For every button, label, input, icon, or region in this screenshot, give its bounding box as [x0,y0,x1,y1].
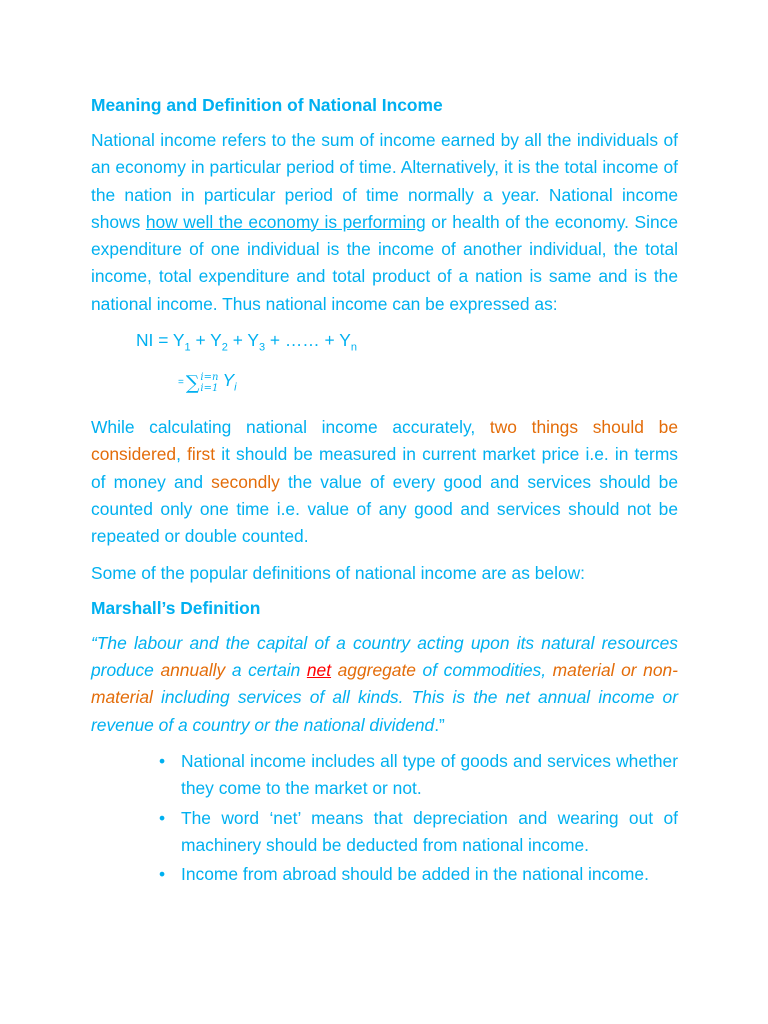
bullet-icon: • [159,864,166,885]
paragraph-text: While calculating national income accurately, [91,417,490,438]
formula-text: + …… + Y [265,330,351,351]
formula-text: NI = Y [136,330,185,351]
summation-symbol [186,370,219,396]
equals-sign: = [178,377,184,389]
quote-text: a certain [225,660,307,681]
sigma-icon: ∑ [185,372,200,395]
subscript: 3 [258,341,266,354]
paragraph-calculation [91,414,678,550]
list-item-text: National income includes all type of goods and services whether they come to the market or not. [181,750,678,799]
formula-summation [178,367,678,400]
document-body [91,93,678,890]
section-heading-marshall: Marshall’s Definition [91,597,261,618]
section-heading-national-income: Meaning and Definition of National Income [91,95,443,115]
paragraph-definition [91,127,678,318]
marshall-quote [91,630,678,739]
formula-text: + Y [227,330,259,351]
emphasis-text: material or non-material [91,660,678,708]
list-item [159,748,678,803]
list-item-text: Income from abroad should be added in the national income. [181,864,649,885]
quote-text [331,660,338,680]
lower-limit: i=1 [200,383,219,395]
term-variable: Y [222,369,235,390]
emphasis-text: first [187,444,216,465]
quote-text: “The labour and the capital of a country acting upon its natural resources produce [91,632,678,681]
subscript: 1 [184,341,191,354]
summation-limits [200,372,218,394]
subscript: i [234,381,237,394]
summation-term [222,367,236,400]
bullet-icon: • [159,750,166,771]
emphasis-text: aggregate [337,660,416,681]
emphasis-text: secondly [211,471,280,492]
bullet-list [91,748,678,888]
emphasis-text: annually [160,660,226,681]
subscript: 2 [221,341,228,354]
subscript: n [350,341,357,354]
paragraph-intro-definitions: Some of the popular definitions of national income are as below: [91,562,586,583]
formula-text: + Y [190,330,222,351]
paragraph-text: , [176,444,188,465]
paragraph-text: National income refers to the sum of income earned by all the individuals of an economy in particular period of time. Alternatively, it is the total income of the nation in particular period of time normally a year. National income shows [91,130,678,232]
upper-limit: i=n [200,372,219,384]
bullet-icon: • [159,807,166,828]
underlined-phrase: how well the economy is performing [145,211,426,232]
emphasis-text: two things should be considered [91,417,678,465]
list-item-text: The word ‘net’ means that depreciation and wearing out of machinery should be deducted from national income. [181,807,678,855]
list-item [159,861,678,888]
highlight-text: net [306,660,332,681]
list-item [159,805,678,860]
quote-text: .” [434,714,445,735]
paragraph-text: the value of every good and services should be counted only one time i.e. value of any good and services should not be repeated or double counted. [91,471,678,547]
paragraph-text: or health of the economy. Since expenditure of one individual is the income of another individual, the total income, total expenditure and total product of a nation is same and is the national income. Thus national income can be expressed as: [91,211,679,314]
quote-text: including services of all kinds. This is the net annual income or revenue of a country or the national dividend [91,687,678,735]
formula-sum [136,327,678,360]
paragraph-text: it should be measured in current market price i.e. in terms of money and [91,444,678,492]
quote-text: of commodities, [415,660,553,681]
